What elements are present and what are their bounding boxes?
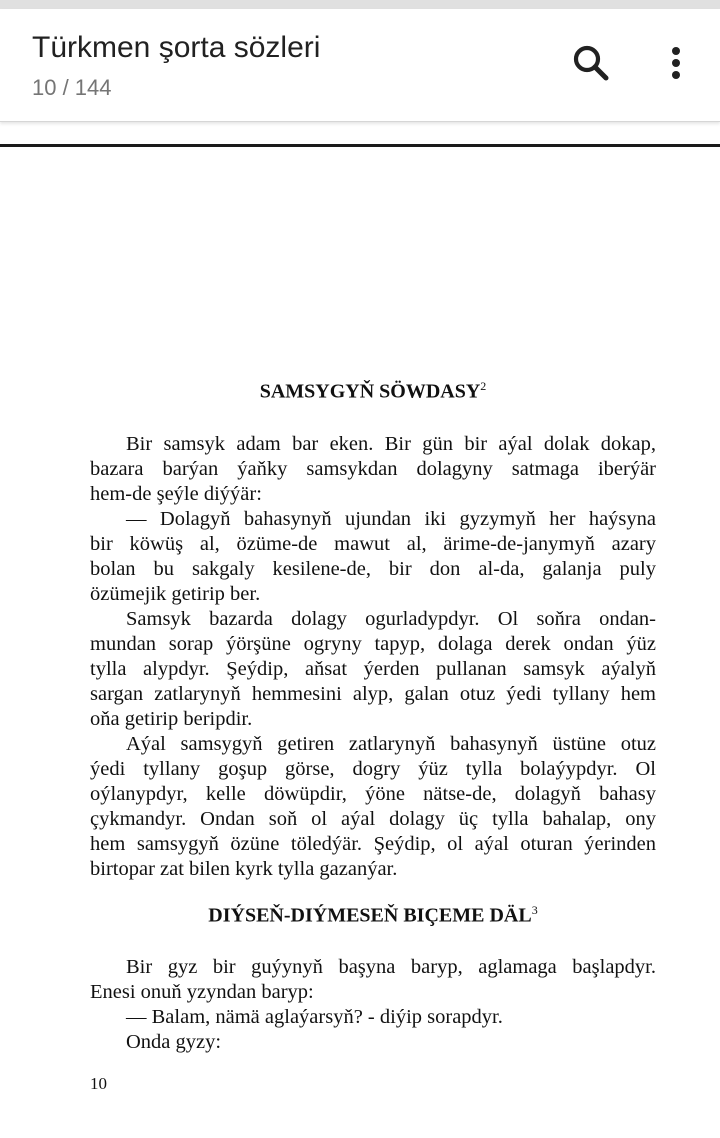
document-page xyxy=(0,147,720,1138)
story-title-text: DIÝSEŇ-DIÝMESEŇ BIÇEME DÄL xyxy=(208,904,532,927)
story-title xyxy=(90,903,656,928)
text-line: bolan bu sakgaly kesilene-de, bir don al-da, galanja puly xyxy=(90,558,656,580)
text-line: Onda gyzy: xyxy=(126,1031,222,1053)
text-line: özümejik getirip ber. xyxy=(90,583,261,605)
footnote-marker: 3 xyxy=(531,903,538,917)
search-button[interactable] xyxy=(566,39,614,87)
more-vertical-icon xyxy=(652,39,700,87)
more-options-button[interactable] xyxy=(652,39,700,87)
story-body xyxy=(90,955,656,1055)
story-title-text: SAMSYGYŇ SÖWDASY xyxy=(259,380,481,403)
story-title xyxy=(90,379,656,404)
page-counter: 10 / 144 xyxy=(32,75,112,100)
text-line: birtopar zat bilen kyrk tylla gazanýar. xyxy=(90,858,398,880)
text-line: Enesi onuň yzyndan baryp: xyxy=(90,981,314,1003)
text-line: bazara barýan ýaňky samsykdan dolagyny satmaga iberýär xyxy=(90,458,656,480)
app-bar xyxy=(0,9,720,122)
text-line: ýedi tyllany goşup görse, dogry ýüz tylla bolaýypdyr. Ol xyxy=(90,758,656,780)
text-line: oňa getirip beripdir. xyxy=(90,708,253,730)
page-number: 10 xyxy=(90,1074,107,1093)
story-body xyxy=(90,432,656,882)
text-line: hem samsygyň özüne töledýär. Şeýdip, ol aýal oturan ýerinden xyxy=(90,833,656,855)
text-line: çykmandyr. Ondan soň ol aýal dolagy üç tylla bahalap, ony xyxy=(90,808,656,830)
text-line: Samsyk bazarda dolagy ogurladypdyr. Ol soňra ondan- xyxy=(126,608,656,630)
text-line: mundan sorap ýörşüne ogryny tapyp, dolaga derek ondan ýüz xyxy=(90,633,656,655)
text-line: — Dolagyň bahasynyň ujundan iki gyzymyň her haýsyna xyxy=(126,508,656,530)
text-line: sargan zatlarynyň hemmesini alyp, galan otuz ýedi tyllany hem xyxy=(90,683,656,705)
text-line: Aýal samsygyň getiren zatlarynyň bahasynyň üstüne otuz xyxy=(126,733,656,755)
text-line: — Balam, nämä aglaýarsyň? - diýip sorapdyr. xyxy=(126,1006,503,1028)
text-line: bir köwüş al, özüme-de mawut al, ärime-de-janymyň azary xyxy=(90,533,656,555)
status-bar xyxy=(0,0,720,9)
text-line: Bir samsyk adam bar eken. Bir gün bir aýal dolak dokap, xyxy=(126,433,656,455)
text-line: hem-de şeýle diýýär: xyxy=(90,483,262,505)
footnote-marker: 2 xyxy=(480,379,487,393)
document-title: Türkmen şorta sözleri xyxy=(32,31,321,64)
search-icon xyxy=(566,39,614,87)
text-line: oýlanypdyr, kelle döwüpdir, ýöne nätse-de, dolagyň bahasy xyxy=(90,783,656,805)
text-line: tylla alypdyr. Şeýdip, aňsat ýerden pullanan samsyk aýalyň xyxy=(90,658,656,680)
text-line: Bir gyz bir guýynyň başyna baryp, aglamaga başlapdyr. xyxy=(126,956,656,978)
